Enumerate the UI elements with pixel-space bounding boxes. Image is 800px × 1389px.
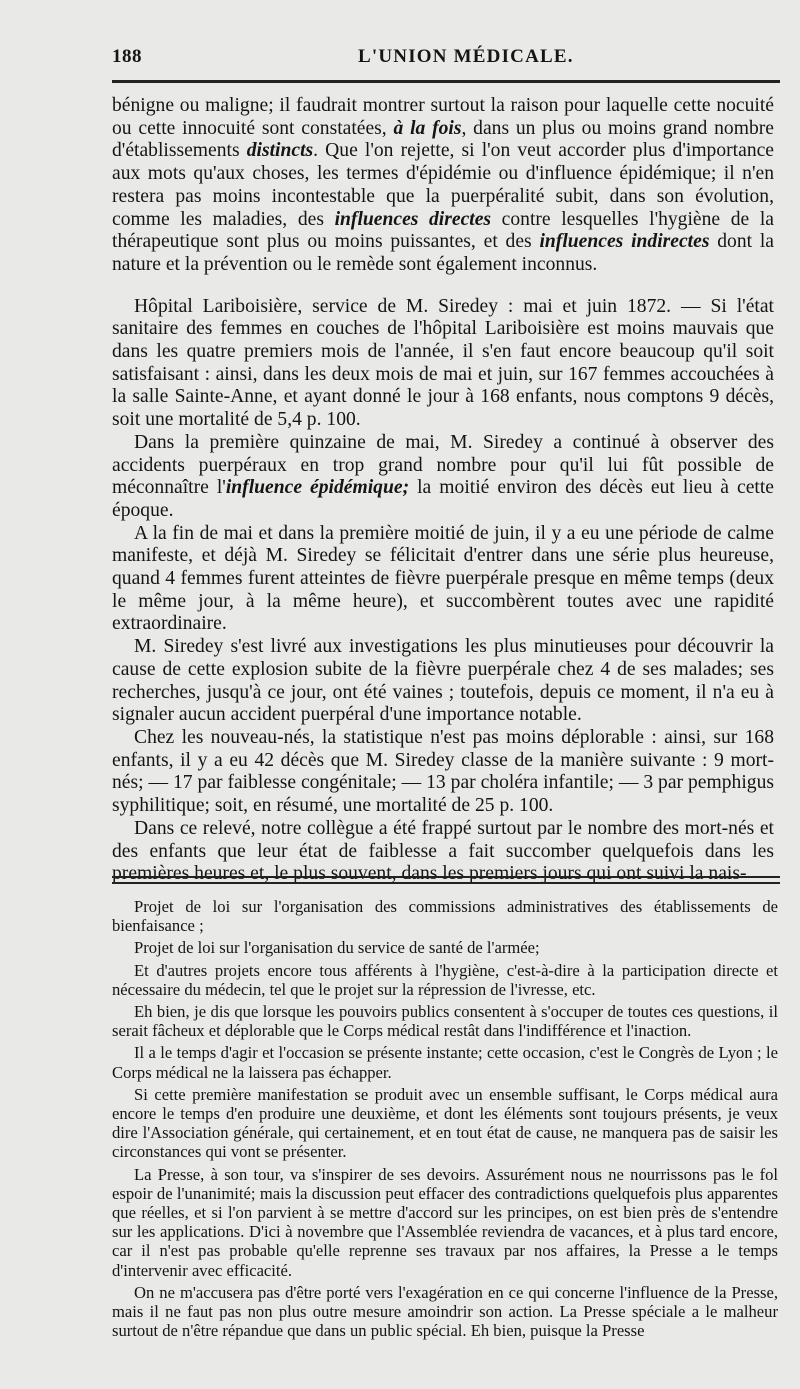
text-run: bénigne ou maligne; il faudrait montrer surtout la raison pour laquelle cette nocuité ou cette innocuité sont constatées, [112, 95, 774, 139]
italic-phrase: distincts [246, 140, 314, 162]
main-article [112, 95, 774, 886]
header-rule [112, 80, 780, 83]
feuilleton-paragraph: Projet de loi sur l'organisation du service de santé de l'armée; [134, 938, 540, 958]
article-paragraph [112, 636, 774, 727]
feuilleton-section [112, 897, 778, 1343]
article-paragraph [112, 523, 774, 637]
feuilleton-divider [112, 882, 780, 884]
feuilleton-divider [112, 876, 780, 878]
text-run: , dans un plus ou moins grand nombre d'établissements [112, 117, 774, 162]
text-run: Hôpital Lariboisière, service de M. Siredey : mai et juin 1872. — Si l'état sanitaire des femmes en couches de l'hôpital Lariboisière est moins mauvais que dans les quatre premiers mois de l'année, il s'en faut encore beaucoup qu'il soit satisfaisant : ainsi, dans les deux mois de mai et juin, sur 167 femmes accouchées à la salle Sainte-Anne, et ayant donné le jour à 168 enfants, nous comptons 9 décès, soit une mortalité de 5,4 p. 100. [112, 295, 774, 431]
text-run: contre lesquelles l'hygiène de la thérapeutique sont plus ou moins puissantes, et des [112, 208, 774, 253]
text-run: dont la nature et la prévention ou le remède sont également inconnus. [112, 231, 775, 275]
text-run: A la fin de mai et dans la première moitié de juin, il y a eu une période de calme manifeste, et déjà M. Siredey se félicitait d'entrer dans une série plus heureuse, quand 4 femmes furent atteintes de fièvre puerpérale presque en même temps (deux le même jour, à la même heure), et succombèrent toutes avec une rapidité extraordinaire. [112, 522, 774, 635]
article-paragraph [112, 95, 774, 277]
article-paragraph [112, 727, 774, 818]
feuilleton-paragraph: On ne m'accusera pas d'être porté vers l'exagération en ce qui concerne l'influence de la Presse, mais il ne faut pas non plus outre mesure amoindrir son action. La Presse spéciale a le malheur surtout de n'être répandue que dans un public spécial. Eh bien, puisque la Presse [112, 1282, 778, 1341]
feuilleton-paragraph: La Presse, à son tour, va s'inspirer de ses devoirs. Assurément nous ne nourrissons pas le fol espoir de l'unanimité; mais la discussion peut effacer des contradictions quelquefois plus apparentes que réelles, et si l'on parvient à se mettre d'accord sur les principes, on est bien près de s'entendre sur les applications. D'ici à novembre que l'Assemblée reviendra de vacances, et à plus tard encore, car il n'est pas probable qu'elle reprenne ses travaux par nos affaires, la Presse a le temps d'intervenir avec efficacité. [112, 1164, 778, 1280]
italic-phrase: influences directes [334, 208, 492, 230]
feuilleton-paragraph: Il a le temps d'agir et l'occasion se présente instante; cette occasion, c'est le Congrès de Lyon ; le Corps médical ne la laissera pas échapper. [112, 1043, 778, 1082]
page-number: 188 [112, 46, 142, 67]
text-run: Chez les nouveau-nés, la statistique n'est pas moins déplorable : ainsi, sur 168 enfants, il y a eu 42 décès que M. Siredey classe de la manière suivante : 9 mort-nés; — 17 par faiblesse congénitale; — 13 par choléra infantile; — 3 par pemphigus syphilitique; soit, en résumé, une mortalité de 25 p. 100. [112, 726, 774, 817]
text-run: Dans la première quinzaine de mai, M. Siredey a continué à observer des accidents puerpéraux en trop grand nombre pour qu'il lui fût possible de méconnaître l' [112, 431, 774, 499]
feuilleton-paragraph: Si cette première manifestation se produit avec un ensemble suffisant, le Corps médical aura encore le temps d'en produire une deuxième, et dont les éléments sont toujours présents, je veux dire l'Association générale, qui certainement, et en tout état de cause, ne manquera pas de saisir les circonstances qui vont se présenter. [112, 1084, 778, 1162]
italic-phrase: influences indirectes [539, 231, 710, 253]
article-paragraph [112, 296, 774, 432]
article-paragraph [112, 432, 774, 523]
text-run: Dans ce relevé, notre collègue a été frappé surtout par le nombre des mort-nés et des enfants que leur état de faiblesse a fait succomber quelquefois dans les premières heures et, le plus souvent, dans les premiers jours qui ont suivi la nais- [112, 817, 774, 885]
page-header [112, 46, 772, 76]
feuilleton-paragraph: Projet de loi sur l'organisation des commissions administratives des établissements de bienfaisance ; [112, 897, 778, 936]
italic-phrase: influence épidémique; [225, 477, 410, 499]
running-title: L'UNION MÉDICALE. [358, 46, 574, 67]
feuilleton-paragraph: Eh bien, je dis que lorsque les pouvoirs publics consentent à s'occuper de toutes ces questions, il serait fâcheux et déplorable que le Corps médical restât dans l'indifférence et l'inaction. [112, 1002, 778, 1041]
feuilleton-paragraph: Et d'autres projets encore tous afférents à l'hygiène, c'est-à-dire à la participation directe et nécessaire du médecin, tel que le projet sur la répression de l'ivresse, etc. [112, 960, 778, 999]
text-run: la moitié environ des décès eut lieu à cette époque. [112, 477, 774, 521]
text-run: M. Siredey s'est livré aux investigations les plus minutieuses pour découvrir la cause de cette explosion subite de la fièvre puerpérale chez 4 de ses malades; ses recherches, jusqu'à ce jour, ont été vaines ; toutefois, depuis ce moment, il n'a eu à signaler aucun accident puerpéral d'une importance notable. [112, 636, 774, 726]
text-run: . Que l'on rejette, si l'on veut accorder plus d'importance aux mots qu'aux choses, les termes d'épidémie ou d'influence épidémique; il n'en restera pas moins incontestable que la puerpéralité subit, dans son évolution, comme les maladies, des [112, 140, 775, 230]
italic-phrase: à la fois [393, 117, 462, 139]
